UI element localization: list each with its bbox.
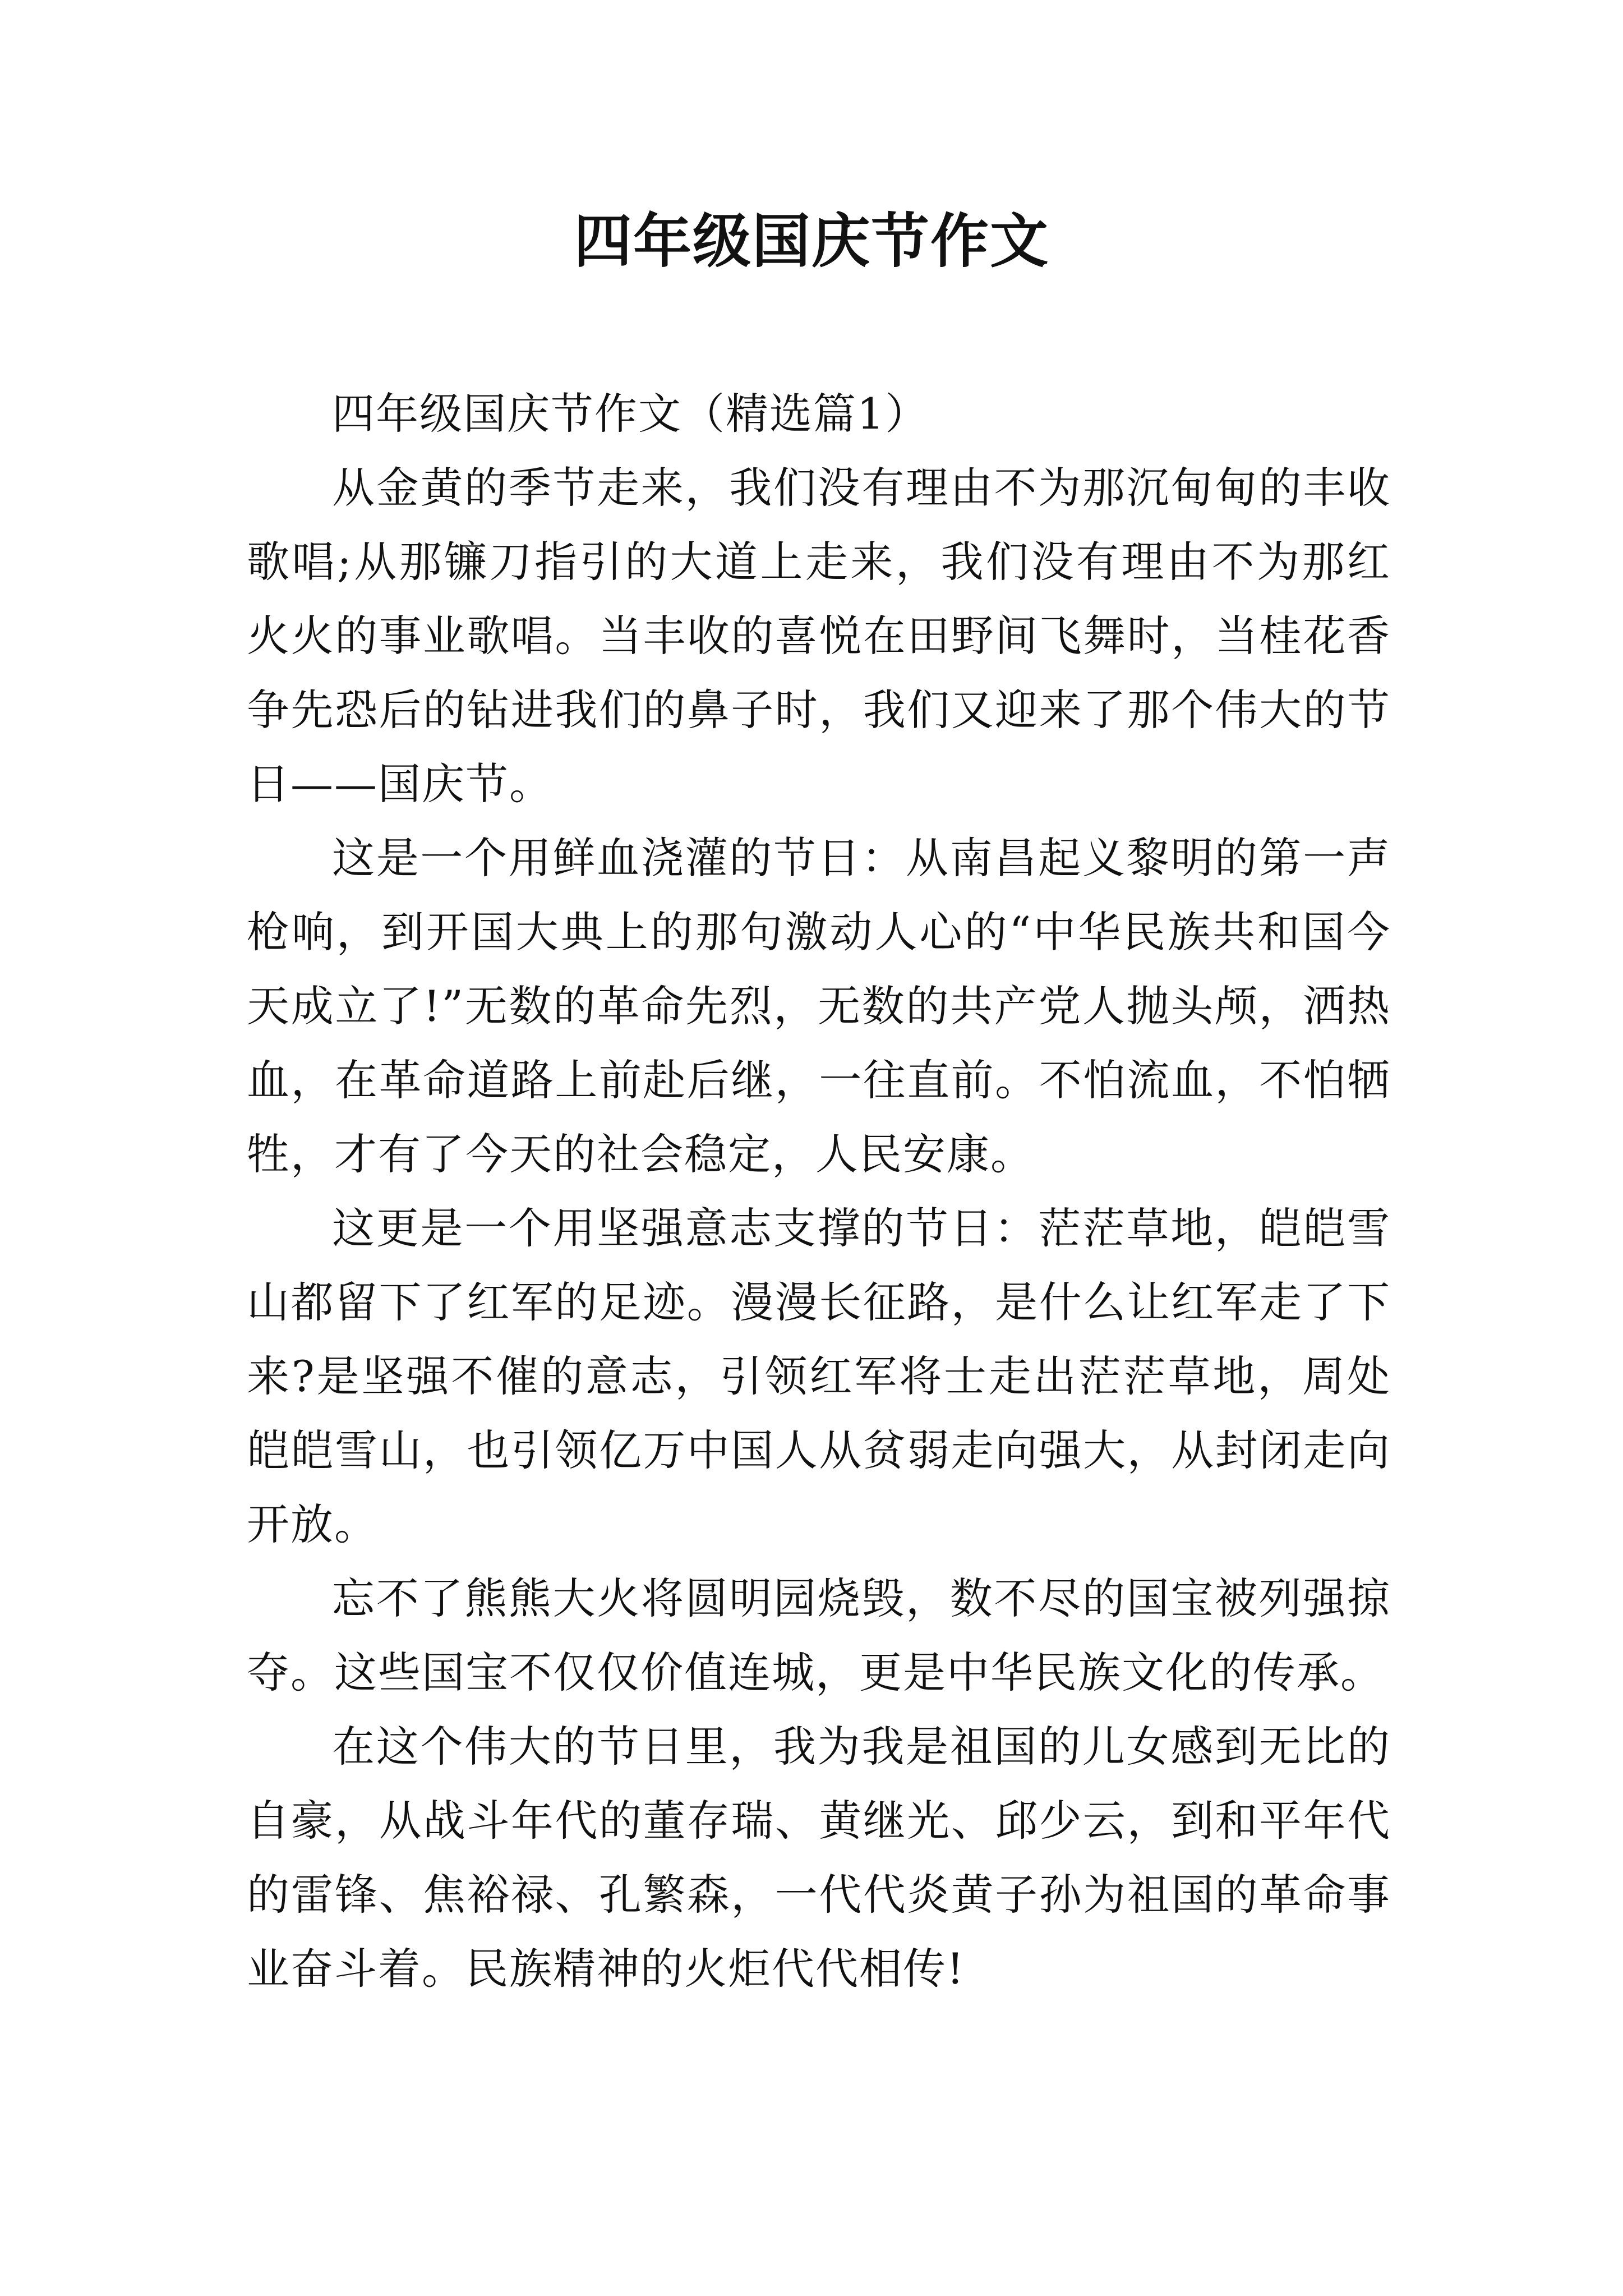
paragraph: 这是一个用鲜血浇灌的节日：从南昌起义黎明的第一声枪响，到开国大典上的那句激动人心的“中华民族共和国今天成立了!”无数的革命先烈，无数的共产党人抛头颅，洒热血，在革命道路上前赴后继，一往直前。不怕流血，不怕牺牲，才有了今天的社会稳定，人民安康。 <box>247 833 1391 1179</box>
paragraph: 从金黄的季节走来，我们没有理由不为那沉甸甸的丰收歌唱;从那镰刀指引的大道上走来，我们没有理由不为那红火火的事业歌唱。当丰收的喜悦在田野间飞舞时，当桂花香争先恐后的钻进我们的鼻子时，我们又迎来了那个伟大的节日——国庆节。 <box>247 463 1391 809</box>
document-title: 四年级国庆节作文 <box>573 206 1049 275</box>
paragraph: 在这个伟大的节日里，我为我是祖国的儿女感到无比的自豪，从战斗年代的董存瑞、黄继光、邱少云，到和平年代的雷锋、焦裕禄、孔繁森，一代代炎黄子孙为祖国的革命事业奋斗着。民族精神的火炬代代相传! <box>247 1722 1391 1994</box>
paragraph: 这更是一个用坚强意志支撑的节日：茫茫草地，皑皑雪山都留下了红军的足迹。漫漫长征路，是什么让红军走了下来?是坚强不催的意志，引领红军将士走出茫茫草地，周处皑皑雪山，也引领亿万中国人从贫弱走向强大，从封闭走向开放。 <box>247 1203 1391 1549</box>
section-heading: 四年级国庆节作文（精选篇1） <box>332 389 929 439</box>
document-body <box>247 377 1391 2006</box>
paragraph: 忘不了熊熊大火将圆明园烧毁，数不尽的国宝被列强掠夺。这些国宝不仅仅价值连城，更是中华民族文化的传承。 <box>247 1573 1391 1697</box>
